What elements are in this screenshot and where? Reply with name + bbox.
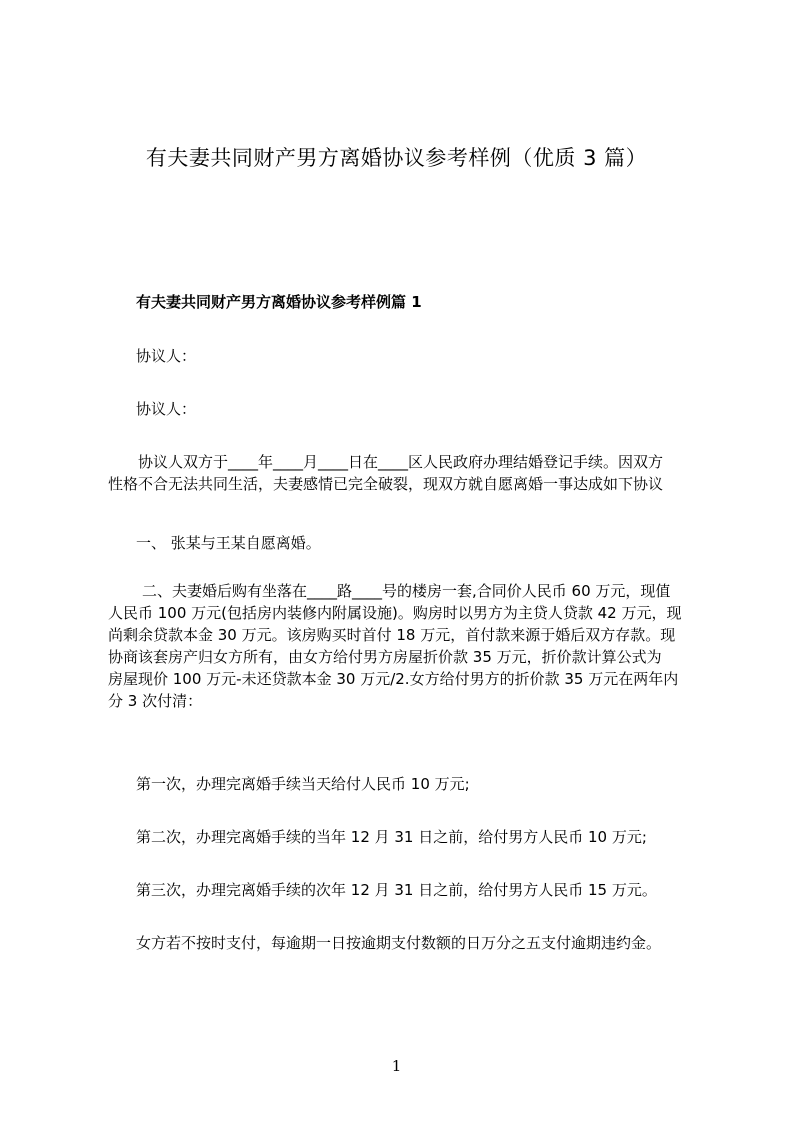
clause-2-line: 尚剩余贷款本金 30 万元。该房购买时首付 18 万元，首付款来源于婚后双方存款。现 bbox=[108, 626, 676, 644]
page-number: 1 bbox=[391, 1057, 402, 1075]
document-title: 有夫妻共同财产男方离婚协议参考样例（优质 3 篇） bbox=[145, 146, 648, 170]
section-heading: 有夫妻共同财产男方离婚协议参考样例篇 1 bbox=[136, 293, 422, 311]
clause-2-line: 人民币 100 万元(包括房内装修内附属设施)。购房时以男方为主贷人贷款 42 万元，现 bbox=[108, 604, 682, 622]
penalty-clause: 女方若不按时支付，每逾期一日按逾期支付数额的日万分之五支付逾期违约金。 bbox=[136, 934, 662, 952]
clause-2-line: 二、夫妻婚后购有坐落在____路____号的楼房一套,合同价人民币 60 万元，现值 bbox=[142, 582, 671, 600]
intro-line: 性格不合无法共同生活，夫妻感情已完全破裂，现双方就自愿离婚一事达成如下协议 bbox=[108, 475, 664, 493]
clause-1: 一、 张某与王某自愿离婚。 bbox=[136, 534, 321, 552]
payment-1: 第一次，办理完离婚手续当天给付人民币 10 万元; bbox=[136, 775, 470, 793]
party-label-1: 协议人： bbox=[136, 347, 197, 365]
payment-3: 第三次，办理完离婚手续的次年 12 月 31 日之前，给付男方人民币 15 万元。 bbox=[136, 881, 657, 899]
clause-2-line: 房屋现价 100 万元-未还贷款本金 30 万元/2.女方给付男方的折价款 35 万元在两年内 bbox=[108, 670, 679, 688]
clause-2-line: 分 3 次付清： bbox=[108, 692, 203, 710]
intro-line: 协议人双方于____年____月____日在____区人民政府办理结婚登记手续。因双方 bbox=[138, 453, 664, 471]
intro-paragraph bbox=[108, 451, 682, 495]
party-label-2: 协议人： bbox=[136, 400, 197, 418]
clause-2-line: 协商该套房产归女方所有，由女方给付男方房屋折价款 35 万元，折价款计算公式为 bbox=[108, 648, 662, 666]
payment-2: 第二次，办理完离婚手续的当年 12 月 31 日之前，给付男方人民币 10 万元; bbox=[136, 828, 647, 846]
clause-2-paragraph bbox=[108, 580, 682, 712]
